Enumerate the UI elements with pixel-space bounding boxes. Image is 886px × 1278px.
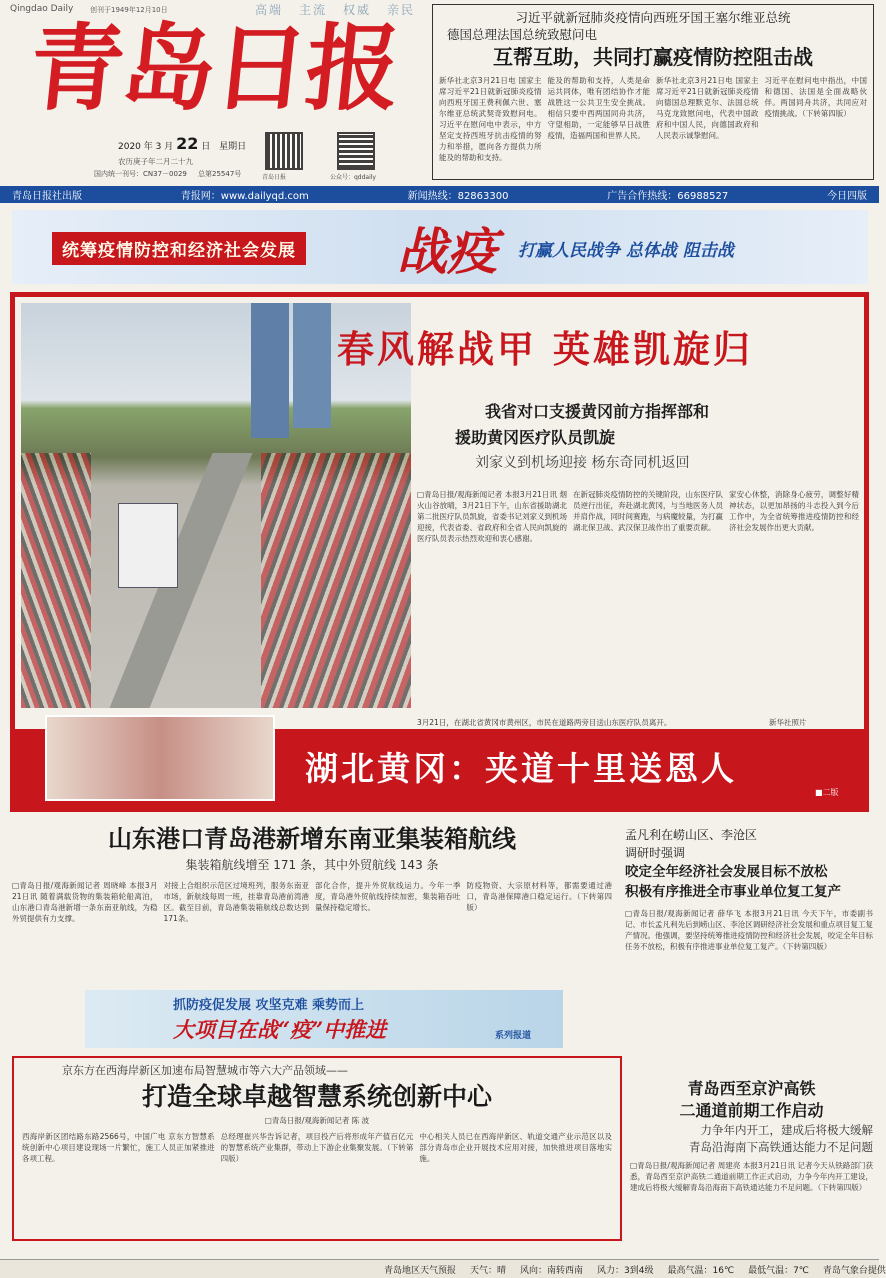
jd-article — [12, 1056, 622, 1241]
lunar-date: 农历庚子年二月二十九 — [118, 157, 193, 166]
qr2-label: 公众号：qddaily — [330, 174, 376, 181]
weather-wind-dir: 风向：南转西南 — [520, 1265, 584, 1276]
publisher: 青岛日报社出版 — [12, 191, 82, 202]
top-col-2: 能及的帮助和支持，人类是命运共同体，唯有团结协作才能战胜这一公共卫生安全挑战。相信只要中西两国同舟共济，守望相助，一定能够早日战胜疫情，造福两国和世界人民。 — [547, 76, 650, 140]
lead-bottom-title: 湖北黄冈：夹道十里送恩人 — [305, 749, 737, 788]
photo-credit: 新华社照片 — [769, 718, 807, 727]
meng-kicker-1: 孟凡利在崂山区、李沧区 — [625, 828, 758, 842]
lead-bottom-band — [15, 729, 864, 807]
jd-kicker: 京东方在西海岸新区加速布局智慧城市等六大产品领域—— — [62, 1064, 348, 1077]
jd-headline: 打造全球卓越智慧系统创新中心 — [141, 1082, 492, 1111]
jd-col-1: 西海岸新区团结路东路2566号，中国广电 京东方智慧系统创新中心项目建设现场一片繁忙，施工人员正加紧推进各项工程。 — [22, 1132, 215, 1163]
issn: 国内统一刊号：CN37－0029 — [94, 170, 187, 178]
lead-sub-3: 刘家义到机场迎接 杨东奇同机返回 — [475, 455, 690, 471]
jd-col-3: 中心相关人员已在西海岸新区、轨道交通产业示范区以及部分青岛市企业开展技术应用对接，加快推进项目落地实施。 — [419, 1132, 613, 1163]
info-bar — [0, 186, 879, 203]
medics-photo — [45, 715, 275, 801]
campaign-tag: 系列报道 — [495, 1031, 532, 1041]
meng-headline-1: 咬定全年经济社会发展目标不放松 — [625, 864, 828, 880]
top-col-3: 新华社北京3月21日电 国家主席习近平21日就新冠肺炎疫情向德国总理默克尔、法国总统马克龙致慰问电，代表中国政府和中国人民，向德国政府和人民表示诚挚慰问。 — [656, 76, 759, 140]
jd-byline: □青岛日报/观海新闻记者 陈 波 — [264, 1116, 370, 1125]
port-article — [12, 822, 612, 984]
top-kicker-1: 习近平就新冠肺炎疫情向西班牙国王塞尔维亚总统 — [515, 10, 791, 25]
lead-col-1: □青岛日报/观海新闻记者 本报3月21日讯 烟火山谷放晴，3月21日下午，山东省援助湖北第二批医疗队员凯旋，省委书记刘家义到机场迎接，代表省委、省政府和全省人民向凯旋的医疗队员表示热烈欢迎和衷心感谢。 — [417, 490, 567, 543]
port-col-3: 部化合作，提升外贸航线运力。今年一季度，青岛港外贸航线持续加密，集装箱吞吐量保持稳定增长。 — [315, 881, 461, 912]
masthead-en-name: Qingdao Daily — [10, 4, 74, 14]
meng-article — [625, 826, 873, 1048]
meng-body: □青岛日报/观海新闻记者 薛华飞 本报3月21日讯 今天下午，市委副书记、市长孟凡利先后到崂山区、李沧区调研经济社会发展和重点项目复工复产情况。他强调，要坚持统筹推进疫情防控和经济社会发展，咬定全年目标任务不放松，积极有序推进事业单位复工复产。（下转第四版） — [625, 909, 873, 951]
qr-code-2[interactable] — [337, 132, 375, 170]
masthead-title: 青岛日报 — [24, 14, 404, 124]
banner-left: 统筹疫情防控和经济社会发展 — [52, 232, 306, 265]
lead-sub-1: 我省对口支援黄冈前方指挥部和 — [485, 402, 710, 421]
campaign-line-1: 抓防疫促发展 攻坚克难 乘势而上 — [173, 998, 365, 1013]
lead-headline: 春风解战甲 英雄凯旋归 — [337, 327, 753, 371]
news-hotline: 新闻热线：82863300 — [407, 191, 509, 202]
date-suffix: 日 — [201, 142, 211, 152]
port-col-4: 防疫物资、大宗原材料等，都需要通过港口，青岛港保障港口稳定运行。（下转第四版） — [466, 881, 612, 912]
lead-story — [10, 292, 869, 812]
top-right-article — [432, 4, 874, 180]
campaign-strip — [85, 990, 563, 1048]
top-headline: 互帮互助，共同打赢疫情防控阻击战 — [493, 45, 813, 69]
crowd-right — [261, 453, 411, 708]
bus-icon — [118, 503, 178, 588]
weather-high: 最高气温：16℃ — [667, 1265, 735, 1276]
lead-sub-2: 援助黄冈医疗队员凯旋 — [455, 428, 616, 447]
photo-caption: 3月21日，在湖北省黄冈市黄州区，市民在道路两旁目送山东医疗队员离开。 — [417, 718, 672, 727]
rail-sub-1: 力争年内开工，建成后将极大缓解 — [700, 1123, 873, 1137]
ad-hotline: 广告合作热线：66988527 — [607, 191, 729, 202]
date-weekday: 星期日 — [219, 142, 247, 152]
top-col-4: 习近平在慰问电中指出，中国和德国、法国是全面战略伙伴。两国同舟共济，共同应对疫情挑战。（下转第四版） — [764, 76, 867, 118]
port-col-2: 对接上合组织示范区过境班列，服务东南亚市场，新航线每周一班，挂靠青岛港前湾港区。截至目前，青岛港集装箱航线总数达到171条。 — [163, 881, 309, 923]
banner-center: 战疫 — [397, 222, 497, 281]
top-col-1: 新华社北京3月21日电 国家主席习近平21日就新冠肺炎疫情向西班牙国王费利佩六世、塞尔维亚总统武契奇致慰问电。习近平在慰问电中表示，中方坚定支持西班牙抗击疫情的努力和举措，愿向各方提供力所能及的帮助和支持。 — [439, 76, 542, 162]
rail-article — [630, 1078, 873, 1243]
slogan-3: 权威 — [343, 3, 372, 17]
weather-bar — [0, 1259, 886, 1278]
port-sub: 集装箱航线增至 171 条，其中外贸航线 143 条 — [185, 858, 439, 872]
date-prefix: 2020 年 3 月 — [118, 142, 174, 152]
rail-sub-2: 青岛沿海南下高铁通达能力不足问题 — [689, 1140, 873, 1154]
rail-body: □青岛日报/观海新闻记者 周建亮 本报3月21日讯 记者今天从铁路部门获悉，青岛西至京沪高铁二通道前期工作正式启动，力争今年内开工建设，建成后将极大缓解青岛沿海南下高铁通达能力不足问题。（下转第四版） — [630, 1161, 873, 1192]
weather-source: 青岛气象台提供 — [822, 1265, 886, 1276]
date-day: 22 — [176, 134, 199, 153]
lead-bottom-tag: ■二版 — [815, 788, 839, 797]
weather-low: 最低气温：7℃ — [748, 1265, 809, 1276]
masthead-founded: 创刊于1949年12月10日 — [90, 6, 168, 14]
meng-headline-2: 积极有序推进全市事业单位复工复产 — [625, 884, 841, 900]
port-headline: 山东港口青岛港新增东南亚集装箱航线 — [108, 824, 516, 853]
weather-sky: 天气：晴 — [470, 1265, 507, 1276]
slogan-4: 亲民 — [387, 3, 416, 17]
banner-right: 打赢人民战争 总体战 阻击战 — [518, 241, 734, 261]
web-address[interactable]: 青报网：www.dailyqd.com — [180, 191, 309, 202]
masthead-date — [118, 134, 246, 153]
masthead — [0, 0, 430, 183]
port-col-1: □青岛日报/观海新闻记者 周晓峰 本报3月21日讯 随着满载货物的集装箱轮船离泊，山东港口青岛港新增一条东南亚航线，为稳外贸提供有力支撑。 — [12, 881, 158, 923]
crowd-left — [21, 453, 91, 708]
campaign-line-2: 大项目在战“疫”中推进 — [173, 1017, 387, 1042]
weather-wind-force: 风力：3到4级 — [597, 1265, 654, 1276]
slogan-1: 高端 — [255, 3, 284, 17]
pages-count: 今日四版 — [826, 191, 867, 202]
slogan-2: 主流 — [299, 3, 328, 17]
lead-col-2: 在新冠肺炎疫情防控的关键阶段，山东医疗队员逆行出征，奔赴湖北黄冈，与当地医务人员并肩作战，同时间赛跑，与病魔较量，为打赢湖北保卫战、武汉保卫战作出了重要贡献。 — [573, 490, 723, 532]
issue-no: 总第25547号 — [198, 170, 242, 178]
qr1-label: 青岛日报 — [262, 174, 287, 181]
campaign-banner — [12, 210, 868, 284]
meng-kicker-2: 调研时强调 — [625, 846, 686, 860]
lead-col-3: 家安心休整，消除身心疲劳，调整好精神状态，以更加昂扬的斗志投入到今后工作中，为全省统筹推进疫情防控和经济社会发展作出更大贡献。 — [729, 490, 859, 532]
weather-label: 青岛地区天气预报 — [384, 1265, 457, 1276]
qr-code-1[interactable] — [265, 132, 303, 170]
rail-headline-2: 二通道前期工作启动 — [679, 1101, 824, 1120]
rail-headline-1: 青岛西至京沪高铁 — [687, 1079, 816, 1098]
top-kicker-2: 德国总理法国总统致慰问电 — [447, 27, 598, 42]
jd-col-2: 总经理崔兴华告诉记者，项目投产后将形成年产值百亿元的智慧系统产业集群，带动上下游企业集聚发展。（下转第四版） — [220, 1132, 414, 1163]
